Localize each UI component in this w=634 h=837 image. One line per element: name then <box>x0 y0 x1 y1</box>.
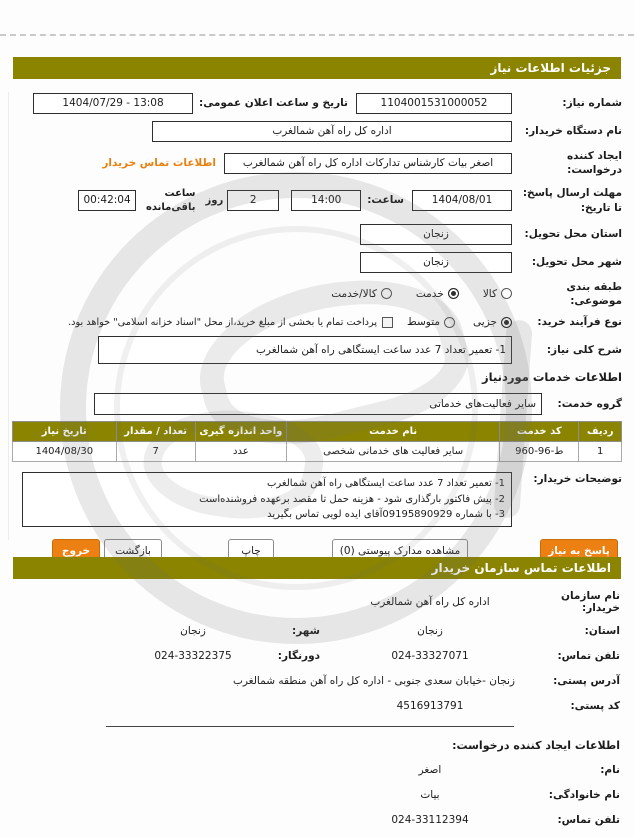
row-service-group <box>12 393 622 415</box>
creator-phone-label: تلفن تماس: <box>557 814 620 826</box>
cell-quantity: 7 <box>116 442 195 462</box>
category-label: طبقه بندی موضوعی: <box>566 280 622 307</box>
delivery-city-label: شهر محل تحویل: <box>531 256 622 269</box>
col-header-unit: واحد اندازه گیری <box>195 422 286 442</box>
services-table-row <box>13 442 622 462</box>
remaining-days-value: 2 <box>227 190 279 211</box>
treasury-checkbox[interactable] <box>382 317 393 328</box>
services-table-header-row <box>13 422 622 442</box>
creator-phone-value: 024-33112394 <box>391 814 469 826</box>
category-radio-service[interactable] <box>448 288 459 299</box>
remaining-hours-value: 00:42:04 <box>78 190 136 211</box>
process-type-label: نوع فرآیند خرید: <box>537 316 622 329</box>
cell-service-name: سایر فعالیت های خدمانی شخصی <box>287 442 500 462</box>
respond-to-need-button[interactable]: پاسخ به نیاز <box>540 539 618 563</box>
process-radio-minor[interactable] <box>501 317 512 328</box>
row-creator-lastname <box>14 787 620 803</box>
row-buyer-org <box>12 121 622 142</box>
description-label: شرح کلی نیاز: <box>546 344 622 357</box>
col-header-quantity: تعداد / مقدار <box>116 422 195 442</box>
col-header-service-name: نام خدمت <box>287 422 500 442</box>
org-name-label: نام سازمان خریدار: <box>561 590 620 614</box>
page-cut-dotted-line <box>0 34 634 36</box>
delivery-city-value: زنجان <box>360 252 512 273</box>
category-radio-goods[interactable] <box>501 288 512 299</box>
services-section-title: اطلاعات خدمات موردنیاز <box>482 370 622 385</box>
category-radio-service-label: خدمت <box>415 287 444 300</box>
row-creator-firstname <box>14 762 620 778</box>
contact-phone-value: 024-33327071 <box>391 650 469 662</box>
buyer-note-line: 2- پیش فاکتور بارگذاری شود - هزینه حمل تا مقصد برعهده فروشنده‌است <box>199 493 505 505</box>
contact-city-label: شهر: <box>292 625 320 637</box>
announce-datetime-label: تاریخ و ساعت اعلان عمومی: <box>199 97 348 110</box>
postal-code-label: کد پستی: <box>570 700 620 712</box>
row-deadline <box>12 186 622 214</box>
remaining-hours-label: ساعت باقی‌مانده <box>145 188 196 213</box>
contact-fax-value: 024-33322375 <box>154 650 232 662</box>
row-need-number <box>12 93 622 114</box>
row-creator <box>12 149 622 177</box>
row-province-city <box>14 623 620 639</box>
row-delivery-province <box>12 224 622 245</box>
service-group-value: سایر فعالیت‌های خدماتی <box>94 393 542 415</box>
contact-fax-label: دورنگار: <box>277 650 320 662</box>
services-table <box>12 421 622 462</box>
creator-firstname-label: نام: <box>600 764 620 776</box>
need-number-value: 1104001531000052 <box>356 93 512 114</box>
delivery-province-value: زنجان <box>360 224 512 245</box>
creator-lastname-value: بیات <box>420 789 440 801</box>
row-process-type <box>12 315 622 329</box>
row-phone-fax <box>14 648 620 664</box>
section-divider-line <box>106 726 514 727</box>
buyer-org-label: نام دستگاه خریدار: <box>524 125 622 138</box>
print-button[interactable]: چاپ <box>228 539 274 563</box>
buyer-notes-value <box>22 472 512 527</box>
contact-province-value: زنجان <box>417 625 443 637</box>
buyer-contact-section <box>14 590 620 837</box>
creator-lastname-label: نام خانوادگی: <box>548 789 620 801</box>
cell-service-code: ط-96-960 <box>500 442 579 462</box>
creator-label: ایجاد کننده درخواست: <box>566 150 622 177</box>
cell-row-number: 1 <box>579 442 622 462</box>
view-attachments-button[interactable]: مشاهده مدارک پیوستی (0) <box>332 539 468 563</box>
row-description <box>12 336 622 364</box>
row-creator-phone <box>14 812 620 828</box>
cell-unit: عدد <box>195 442 286 462</box>
need-number-label: شماره نیاز: <box>562 97 622 110</box>
treasury-checkbox-label: پرداخت تمام یا بخشی از مبلغ خرید،از محل "اسناد خزانه اسلامی" خواهد بود. <box>68 316 378 328</box>
contact-province-label: استان: <box>584 625 620 637</box>
row-postal-code <box>14 698 620 714</box>
buyer-notes-label: توضیحات خریدار: <box>533 473 622 486</box>
announce-datetime-value: 1404/07/29 - 13:08 <box>33 93 193 114</box>
service-group-label: گروه خدمت: <box>557 398 622 411</box>
col-header-need-date: تاریخ نیاز <box>13 422 117 442</box>
delivery-province-label: استان محل تحویل: <box>524 228 622 241</box>
col-header-row-number: ردیف <box>579 422 622 442</box>
category-radio-goods-service[interactable] <box>381 288 392 299</box>
description-value: 1- تعمیر تعداد 7 عدد ساعت ایستگاهی راه آهن شمالغرب <box>98 336 512 364</box>
postal-address-label: آدرس پستی: <box>553 675 620 687</box>
contact-phone-label: تلفن تماس: <box>557 650 620 662</box>
buyer-note-line: 3- با شماره 09195890929آقای ایده لویی تماس بگیرید <box>267 509 505 521</box>
back-button[interactable]: بازگشت <box>104 539 162 563</box>
row-delivery-city <box>12 252 622 273</box>
request-details-form <box>12 93 622 563</box>
col-header-service-code: کد خدمت <box>500 422 579 442</box>
postal-address-value: زنجان -خیابان سعدی جنوبی - اداره کل راه آهن منطقه شمالغرب <box>232 675 515 687</box>
postal-code-value: 4516913791 <box>396 700 464 712</box>
org-name-value: اداره کل راه آهن شمالغرب <box>370 596 490 608</box>
exit-button[interactable]: خروج <box>52 539 100 563</box>
category-radio-goods-service-label: کالا/خدمت <box>331 287 377 300</box>
creator-value: اصغر بیات کارشناس تدارکات اداره کل راه آهن شمالغرب <box>224 153 512 174</box>
deadline-time-label: ساعت: <box>367 194 404 207</box>
cell-need-date: 1404/08/30 <box>13 442 117 462</box>
process-radio-minor-label: جزیی <box>473 316 497 329</box>
buyer-org-value: اداره کل راه آهن شمالغرب <box>152 121 512 142</box>
process-radio-medium[interactable] <box>444 317 455 328</box>
deadline-time-value: 14:00 <box>291 190 361 211</box>
remaining-days-label: روز <box>205 194 224 206</box>
form-side-border <box>8 92 9 540</box>
category-radio-goods-label: کالا <box>482 287 497 300</box>
process-radio-medium-label: متوسط <box>407 316 441 329</box>
section-header-details: جزئیات اطلاعات نیاز <box>13 57 621 79</box>
creator-section-title: اطلاعات ایجاد کننده درخواست: <box>452 739 620 752</box>
deadline-label: مهلت ارسال پاسخ: تا تاریخ: <box>522 187 622 214</box>
row-category <box>12 280 622 308</box>
buyer-contact-link[interactable]: اطلاعات تماس خریدار <box>102 157 216 170</box>
contact-city-value: زنجان <box>180 625 206 637</box>
row-postal-address <box>14 673 620 689</box>
row-buyer-notes <box>12 472 622 527</box>
buyer-note-line: 1- تعمیر تعداد 7 عدد ساعت ایستگاهی راه آهن شمالغرب <box>266 478 505 490</box>
row-org-name <box>14 590 620 614</box>
section-header-contact: اطلاعات تماس سازمان خریدار <box>13 557 621 579</box>
deadline-date-value: 1404/08/01 <box>412 190 512 211</box>
creator-firstname-value: اصغر <box>418 764 442 776</box>
